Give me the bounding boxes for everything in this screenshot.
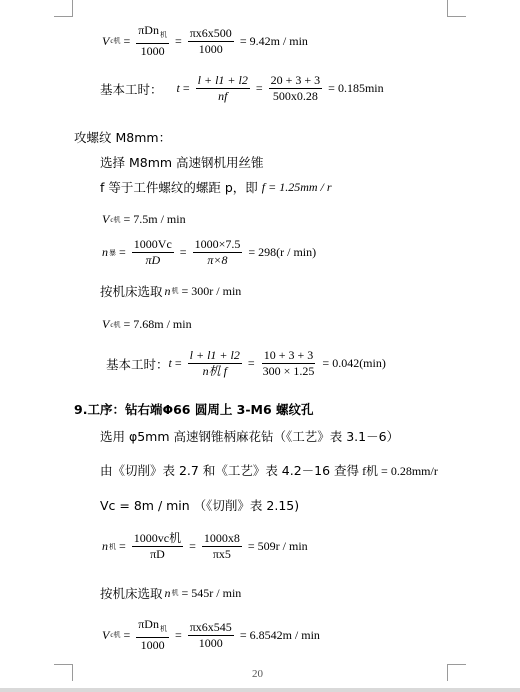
eq3-sub: c机 <box>110 215 121 224</box>
eq4-lhs: n <box>102 245 108 259</box>
eq8-den2: 1000 <box>198 635 223 650</box>
eq8-lhs: V <box>102 627 110 642</box>
eq5-var: V <box>102 317 110 331</box>
line-vc-lookup: Vc = 8m / min （《切削》表 2.15) <box>100 498 300 513</box>
line-tap-selection: 选择 M8mm 高速钢机用丝锥 <box>100 155 264 170</box>
select1-sub: 机 <box>171 287 179 295</box>
eq6-t: t <box>168 356 172 370</box>
eq6-den2: 300 × 1.25 <box>262 364 315 378</box>
eq1-lhs-sub: c机 <box>110 37 121 45</box>
eq7-num1: 1000vc机 <box>133 531 182 545</box>
eq4-den2: π×8 <box>207 253 228 267</box>
feed-text: 由《切削》表 2.7 和《工艺》表 4.2－16 查得 <box>100 463 360 478</box>
line-drill-selection: 选用 φ5mm 高速钢锥柄麻花钻（《工艺》表 3.1－6） <box>100 429 400 444</box>
eq4-result: 298(r / min) <box>258 245 317 259</box>
eq6-result: 0.042(min) <box>332 356 386 370</box>
eq7-den1: πD <box>150 547 165 561</box>
eq7-den2: πx5 <box>212 547 231 561</box>
eq2-label: 基本工时： <box>100 81 163 97</box>
equation-cutting-speed-2: V c机 = $\frac{\pi Dn_机}{1000}$ = $\frac{\pi x6x545}{1000}$ = 6.8542m / min <box>102 617 320 652</box>
line-f-pre: f 等于工件螺纹的螺距 p，即 <box>100 180 258 195</box>
crop-mark-top-right <box>447 0 466 17</box>
eq1-num1-sub: 机 <box>159 31 167 39</box>
equation-machining-time-2: 基本工时： t = $\frac{l + l1 + l2}{\text{n机 f}}$ = $\frac{10 + 3 + 3}{300 \times 1.25}$ = 0.042(min) <box>106 348 386 378</box>
eq7-result: 509r / min <box>257 539 308 553</box>
select2-pre: 按机床选取 <box>100 586 163 601</box>
crop-mark-top-left <box>54 0 73 17</box>
eq2-t: t <box>176 81 180 95</box>
eq4-lhs-sub: 暴 <box>109 248 116 257</box>
equation-vc-2: V c机 = 7.68m / min <box>102 317 192 331</box>
eq4-den1: πD <box>145 253 161 267</box>
eq2-num1: l + l1 + l2 <box>197 73 248 87</box>
eq5-val: 7.68m / min <box>133 317 192 331</box>
eq8-result: 6.8542m / min <box>249 627 320 642</box>
line-f-val: f = 1.25mm / r <box>261 179 332 194</box>
eq3-val: 7.5m / min <box>133 212 186 226</box>
eq1-num1: πDn <box>138 23 159 37</box>
select1-val: = 300r / min <box>181 283 242 298</box>
eq1-lhs: V <box>102 33 110 48</box>
crop-mark-bottom-left <box>54 664 73 681</box>
eq6-den1: n机 f <box>202 364 227 378</box>
line-machine-select-1 <box>100 282 241 300</box>
line-feed-lookup <box>100 461 438 479</box>
select1-pre: 按机床选取 <box>100 284 163 299</box>
select2-var: n <box>164 585 171 600</box>
heading-tapping: 攻螺纹 M8mm： <box>74 130 172 145</box>
eq8-den1: 1000 <box>140 638 165 652</box>
equation-spindle-speed-2: n 机 = $\frac{\text{1000vc机}}{\pi D}$ = $\frac{1000x8}{\pi x5}$ = 509r / min <box>102 531 308 561</box>
eq4-num1: 1000Vc <box>133 237 172 251</box>
eq8-lhs-sub: c机 <box>110 631 121 639</box>
crop-mark-bottom-right <box>447 664 466 681</box>
eq1-num2: πx6x500 <box>189 25 232 40</box>
eq2-result: 0.185min <box>337 81 384 95</box>
eq7-lhs-sub: 机 <box>109 542 116 551</box>
select1-var: n <box>164 283 171 298</box>
eq2-den2: 500x0.28 <box>272 89 318 103</box>
eq1-den1: 1000 <box>140 44 165 58</box>
page-number: 20 <box>252 668 263 680</box>
line-feed-pitch <box>100 178 332 196</box>
select2-val: = 545r / min <box>181 585 242 600</box>
eq5-sub: c机 <box>110 320 121 329</box>
eq7-lhs: n <box>102 539 108 553</box>
eq8-num1-sub: 机 <box>159 625 167 633</box>
eq1-den2: 1000 <box>198 41 223 56</box>
feed-val: f机 = 0.28mm/r <box>362 463 438 478</box>
eq1-result: 9.42m / min <box>249 33 308 48</box>
page-gap <box>0 688 520 692</box>
eq8-num1: πDn <box>138 617 159 631</box>
eq7-num2: 1000x8 <box>203 531 240 545</box>
equation-cutting-speed-1: V c机 = $\frac{\pi Dn_机}{1000}$ = $\frac{\pi x6x500}{1000}$ = 9.42m / min <box>102 23 308 58</box>
heading-operation-9: 9.工序：钻右端Φ66 圆周上 3-M6 螺纹孔 <box>74 402 314 417</box>
equation-machining-time-1: 基本工时： t = $\frac{l + l1 + l2}{nf}$ = $\frac{20 + 3 + 3}{500x0.28}$ = 0.185min <box>100 73 384 103</box>
eq6-num1: l + l1 + l2 <box>189 348 240 362</box>
eq6-num2: 10 + 3 + 3 <box>263 348 314 362</box>
eq3-var: V <box>102 212 110 226</box>
eq6-label: 基本工时： <box>106 356 169 372</box>
eq4-num2: 1000×7.5 <box>194 237 241 251</box>
equation-spindle-speed-1: n 暴 = $\frac{1000Vc}{\pi D}$ = $\frac{1000\times 7.5}{\pi\times 8}$ = 298(r / min) <box>102 237 317 267</box>
select2-sub: 机 <box>171 589 179 597</box>
eq8-num2: πx6x545 <box>189 619 232 634</box>
eq2-num2: 20 + 3 + 3 <box>270 73 321 87</box>
equation-vc-1: V c机 = 7.5m / min <box>102 212 186 226</box>
eq2-den1: nf <box>218 89 228 103</box>
line-machine-select-2 <box>100 584 241 602</box>
